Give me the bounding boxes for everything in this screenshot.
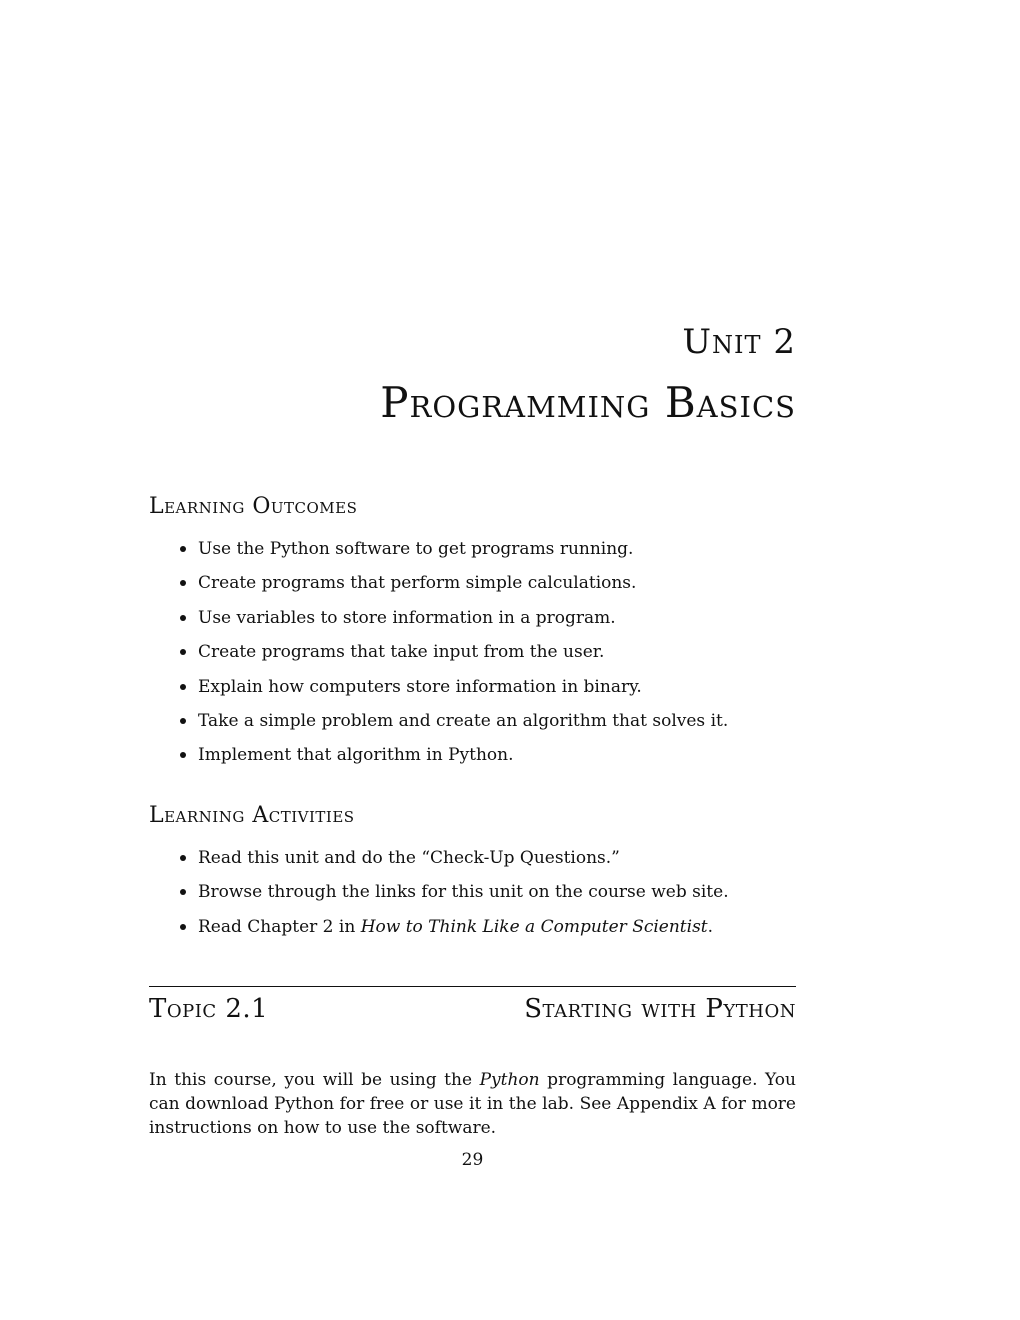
activity-text-suffix: . xyxy=(707,916,714,937)
outcome-text: Create programs that perform simple calculations. xyxy=(198,573,637,594)
topic-number: Topic 2.1 xyxy=(149,994,269,1024)
bullet-icon xyxy=(180,889,186,895)
list-item xyxy=(176,710,728,744)
list-item xyxy=(176,676,728,710)
learning-outcomes-heading: Learning Outcomes xyxy=(149,494,358,519)
body-paragraph xyxy=(149,1068,796,1140)
list-item xyxy=(176,881,729,915)
page-number: 29 xyxy=(461,1150,484,1170)
bullet-icon xyxy=(180,546,186,552)
outcome-text: Take a simple problem and create an algorithm that solves it. xyxy=(198,710,729,731)
bullet-icon xyxy=(180,855,186,861)
unit-title: Programming Basics xyxy=(380,378,796,427)
list-item xyxy=(176,607,728,641)
activity-text: Browse through the links for this unit on the course web site. xyxy=(198,882,729,903)
python-emphasis: Python xyxy=(479,1070,540,1090)
outcome-text: Explain how computers store information in binary. xyxy=(198,676,642,697)
list-item xyxy=(176,572,728,606)
topic-title: Starting with Python xyxy=(524,994,796,1024)
body-text-start: In this course, you will be using the xyxy=(149,1070,480,1090)
list-item xyxy=(176,847,729,881)
bullet-icon xyxy=(180,718,186,724)
outcome-text: Use the Python software to get programs running. xyxy=(198,539,634,559)
bullet-icon xyxy=(180,615,186,621)
learning-activities-list xyxy=(176,847,729,950)
learning-activities-heading: Learning Activities xyxy=(149,803,355,828)
activity-text-prefix: Read Chapter 2 in xyxy=(198,916,361,937)
outcome-text: Use variables to store information in a program. xyxy=(198,607,616,628)
learning-outcomes-list xyxy=(176,538,728,779)
topic-divider xyxy=(149,986,796,987)
bullet-icon xyxy=(180,649,186,655)
bullet-icon xyxy=(180,752,186,758)
list-item xyxy=(176,916,729,950)
activity-text: Read this unit and do the “Check-Up Questions.” xyxy=(198,848,620,868)
body-text-end: programming language. You can download Python for free or use it in the lab. See Appendix A for more instructions on how to use the software. xyxy=(149,1070,796,1138)
bullet-icon xyxy=(180,580,186,586)
list-item xyxy=(176,641,728,675)
bullet-icon xyxy=(180,924,186,930)
outcome-text: Implement that algorithm in Python. xyxy=(198,745,514,766)
list-item xyxy=(176,538,728,572)
unit-label: Unit 2 xyxy=(682,322,796,362)
bullet-icon xyxy=(180,684,186,690)
list-item xyxy=(176,744,728,778)
book-title: How to Think Like a Computer Scientist xyxy=(360,916,708,937)
outcome-text: Create programs that take input from the user. xyxy=(198,642,605,663)
